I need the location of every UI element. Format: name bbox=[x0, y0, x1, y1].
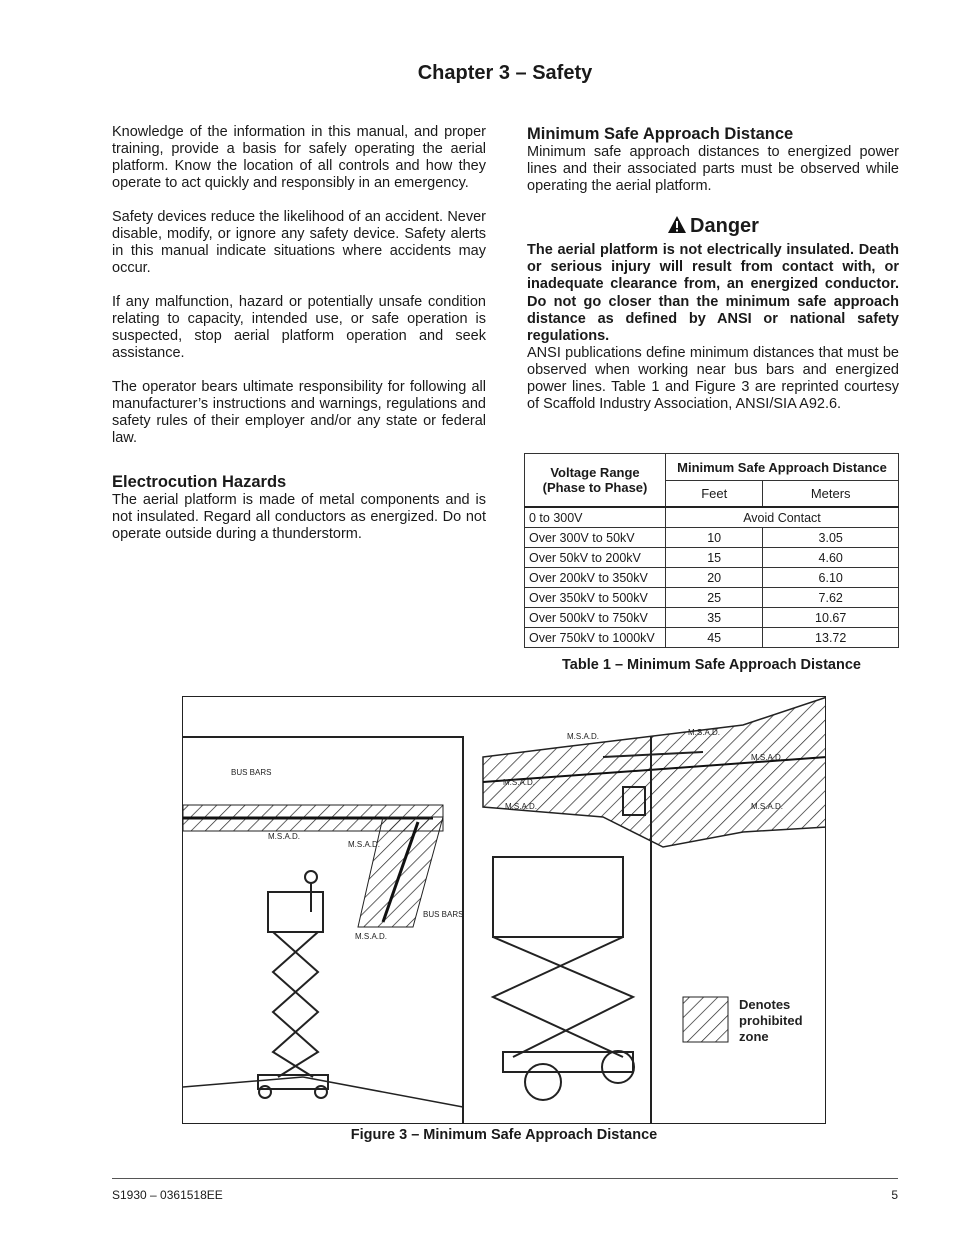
danger-heading bbox=[527, 215, 899, 239]
feet-cell: 45 bbox=[666, 628, 763, 648]
msad-label: M.S.A.D. bbox=[751, 753, 784, 762]
msad-label: M.S.A.D. bbox=[567, 732, 600, 741]
msad-label: M.S.A.D. bbox=[348, 840, 381, 849]
responsibility-paragraph: The operator bears ultimate responsibility for following all manufacturer’s instructions and warnings, regulations and safety rules of their employer and/or any state or federal law. bbox=[112, 379, 486, 446]
msad-label: M.S.A.D. bbox=[268, 832, 301, 841]
right-column bbox=[527, 124, 899, 413]
safety-devices-paragraph: Safety devices reduce the likelihood of an accident. Never disable, modify, or ignore any safety device. Safety alerts in this manual indicate situations where accidents may occur. bbox=[112, 209, 486, 276]
avoid-contact-cell: Avoid Contact bbox=[666, 507, 899, 528]
voltage-range-header: Voltage Range (Phase to Phase) bbox=[525, 454, 666, 508]
meters-cell: 3.05 bbox=[763, 528, 899, 548]
intro-paragraph: Knowledge of the information in this manual, and proper training, provide a basis for safely operating the aerial platform. Know the location of all controls and how they operate to act quickly and responsibly in an emergency. bbox=[112, 124, 486, 191]
msad-label: M.S.A.D. bbox=[503, 778, 536, 787]
prohibited-zone-swatch bbox=[683, 997, 728, 1042]
msad-label: M.S.A.D. bbox=[751, 802, 784, 811]
table-row bbox=[525, 608, 899, 628]
ansi-paragraph: ANSI publications define minimum distances that must be observed when working near bus bars and energized power lines. Table 1 and Figure 3 are reprinted courtesy of Scaffold Industry Association, ANSI/SIA A92.6. bbox=[527, 345, 899, 413]
bus-bars-label: BUS BARS bbox=[423, 910, 464, 919]
legend-text: prohibited bbox=[739, 1013, 803, 1028]
table-row bbox=[525, 588, 899, 608]
figure-illustration bbox=[182, 696, 826, 1124]
feet-cell: 15 bbox=[666, 548, 763, 568]
voltage-cell: Over 50kV to 200kV bbox=[525, 548, 666, 568]
feet-cell: 10 bbox=[666, 528, 763, 548]
document-id: S1930 – 0361518EE bbox=[112, 1188, 223, 1202]
malfunction-paragraph: If any malfunction, hazard or potentially unsafe condition relating to capacity, intended use, or safe operation is suspected, stop aerial platform operation and seek assistance. bbox=[112, 294, 486, 361]
table-caption: Table 1 – Minimum Safe Approach Distance bbox=[562, 657, 861, 673]
indoor-scissor-lift bbox=[258, 871, 328, 1098]
voltage-cell: Over 200kV to 350kV bbox=[525, 568, 666, 588]
electrocution-paragraph: The aerial platform is made of metal components and is not insulated. Regard all conductors as energized. Do not operate outside during a thunderstorm. bbox=[112, 492, 486, 542]
meters-cell: 10.67 bbox=[763, 608, 899, 628]
meters-cell: 6.10 bbox=[763, 568, 899, 588]
meters-cell: 13.72 bbox=[763, 628, 899, 648]
msad-paragraph: Minimum safe approach distances to energized power lines and their associated parts must be observed while operating the aerial platform. bbox=[527, 144, 899, 194]
danger-label: Danger bbox=[690, 215, 759, 237]
voltage-cell: 0 to 300V bbox=[525, 507, 666, 528]
meters-header: Meters bbox=[763, 481, 899, 508]
table-row bbox=[525, 568, 899, 588]
footer-divider bbox=[112, 1178, 898, 1179]
electrocution-heading: Electrocution Hazards bbox=[112, 473, 287, 491]
legend-text: Denotes bbox=[739, 997, 791, 1012]
table-row bbox=[525, 548, 899, 568]
outdoor-scissor-lift bbox=[493, 857, 634, 1100]
feet-cell: 20 bbox=[666, 568, 763, 588]
figure-caption: Figure 3 – Minimum Safe Approach Distance bbox=[350, 1127, 658, 1143]
danger-text: The aerial platform is not electrically insulated. Death or serious injury will result from contact with, or inadequate clearance from, an energized conductor. Do not go closer than the minimum safe approach distance as defined by ANSI or national safety regulations. bbox=[527, 242, 899, 345]
left-column bbox=[112, 124, 486, 543]
msad-label: M.S.A.D. bbox=[355, 932, 388, 941]
msad-group-header: Minimum Safe Approach Distance bbox=[666, 454, 899, 481]
table-row bbox=[525, 528, 899, 548]
feet-cell: 35 bbox=[666, 608, 763, 628]
msad-label: M.S.A.D. bbox=[688, 728, 721, 737]
msad-diagram bbox=[183, 697, 826, 1124]
voltage-cell: Over 750kV to 1000kV bbox=[525, 628, 666, 648]
table-row bbox=[525, 507, 899, 528]
warning-triangle-icon bbox=[667, 215, 687, 239]
page-title: Chapter 3 – Safety bbox=[417, 62, 593, 84]
msad-heading: Minimum Safe Approach Distance bbox=[527, 125, 794, 143]
page-number: 5 bbox=[891, 1188, 898, 1202]
voltage-cell: Over 300V to 50kV bbox=[525, 528, 666, 548]
msad-table bbox=[524, 453, 899, 648]
meters-cell: 7.62 bbox=[763, 588, 899, 608]
feet-header: Feet bbox=[666, 481, 763, 508]
meters-cell: 4.60 bbox=[763, 548, 899, 568]
table-row bbox=[525, 628, 899, 648]
bus-bars-label: BUS BARS bbox=[231, 768, 272, 777]
legend-text: zone bbox=[739, 1029, 769, 1044]
power-line-zone bbox=[483, 697, 826, 847]
feet-cell: 25 bbox=[666, 588, 763, 608]
voltage-cell: Over 500kV to 750kV bbox=[525, 608, 666, 628]
msad-label: M.S.A.D. bbox=[505, 802, 538, 811]
voltage-cell: Over 350kV to 500kV bbox=[525, 588, 666, 608]
